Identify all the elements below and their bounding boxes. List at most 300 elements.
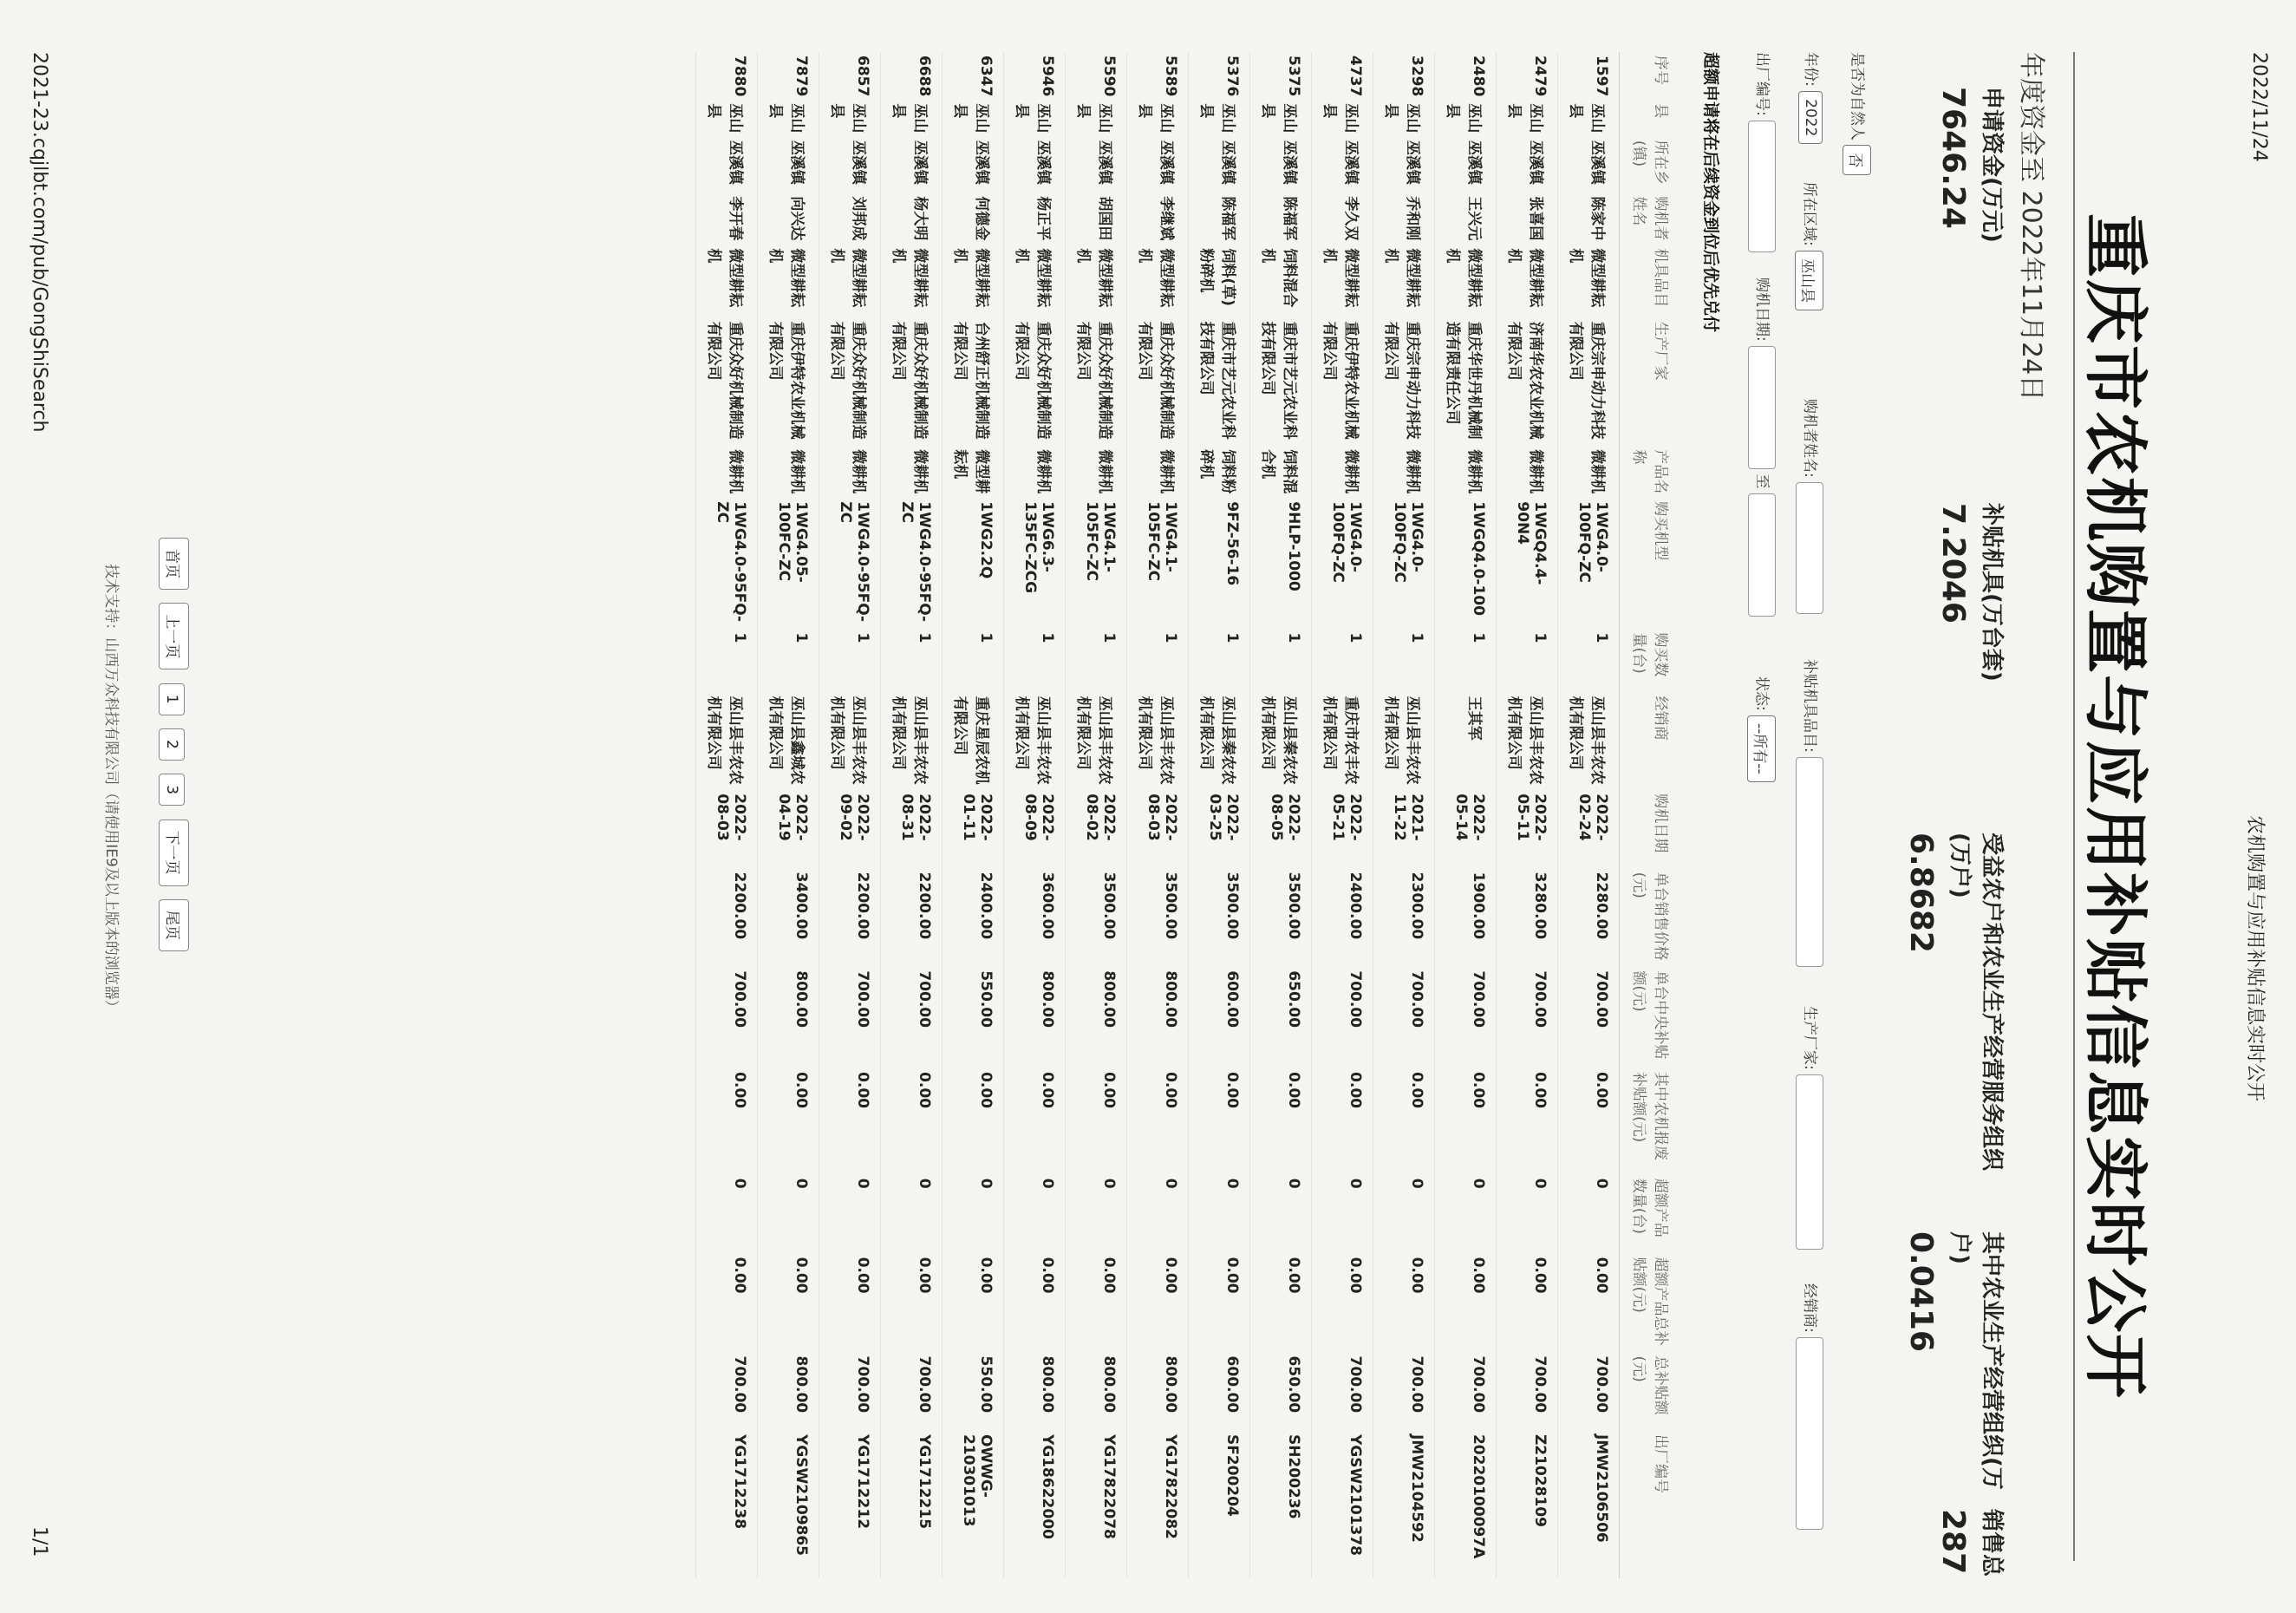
table-cell: 0.00 [1127, 1254, 1189, 1353]
table-cell: 0 [1435, 1175, 1497, 1254]
table-cell: 巫山县丰农农机有限公司 [1373, 693, 1435, 791]
table-cell: 1 [943, 629, 1004, 692]
area-label: 所在区域: [1800, 182, 1818, 246]
table-cell: 2400.00 [1312, 869, 1373, 968]
table-cell: 重庆众好机械制造有限公司 [696, 318, 758, 447]
table-cell: 700.00 [696, 967, 758, 1068]
table-cell: 2022-04-19 [758, 790, 819, 868]
table-cell: 0.00 [881, 1254, 943, 1353]
year-funds-line: 年度资金至 2022年11月24日 [2016, 52, 2046, 402]
table-cell: 巫溪镇 [881, 137, 943, 193]
table-cell: 微型耕耘机 [696, 245, 758, 317]
table-cell: 李久双 [1312, 193, 1373, 245]
table-cell: 3280.00 [1497, 869, 1558, 968]
table-cell: 650.00 [1250, 1353, 1312, 1431]
stat-sales [1935, 1509, 2010, 1578]
table-cell: YG1712215 [881, 1431, 943, 1578]
table-cell: 饲料粉碎机 [1189, 446, 1250, 498]
area-select[interactable]: 巫山县 [1795, 251, 1823, 310]
table-cell: 巫溪镇 [943, 137, 1004, 193]
table-cell: 巫山县丰农农机有限公司 [1004, 693, 1066, 791]
table-cell: 重庆众好机械制造有限公司 [1127, 318, 1189, 447]
table-cell: 700.00 [819, 1353, 881, 1431]
table-cell: 5946 [1004, 52, 1066, 100]
table-cell: 巫山县 [1127, 100, 1189, 137]
stat-value: 287 [1935, 1509, 1971, 1575]
col-header: 出厂编号 [1620, 1431, 1680, 1578]
table-cell: YG17822082 [1127, 1431, 1189, 1578]
table-cell: 微耕机 [1558, 446, 1620, 498]
col-header: 生产厂家 [1620, 318, 1680, 447]
table-cell: 张喜国 [1497, 193, 1558, 245]
table-cell: 0.00 [1373, 1068, 1435, 1175]
table-cell: 重庆众好机械制造有限公司 [881, 318, 943, 447]
table-cell: 重庆众好机械制造有限公司 [1066, 318, 1127, 447]
table-cell: 巫溪镇 [819, 137, 881, 193]
table-cell: 6688 [881, 52, 943, 100]
table-row [1250, 52, 1312, 1578]
table-cell: 杨正平 [1004, 193, 1066, 245]
table-cell: 巫山县 [1250, 100, 1312, 137]
next-page-button[interactable]: 下一页 [159, 820, 189, 886]
table-cell: 2022-08-05 [1250, 790, 1312, 868]
table-cell: 重庆众好机械制造有限公司 [1004, 318, 1066, 447]
col-header: 序号 [1620, 52, 1680, 100]
table-cell: 6857 [819, 52, 881, 100]
table-cell: 800.00 [758, 967, 819, 1068]
table-cell: 重庆宗申动力科技有限公司 [1558, 318, 1620, 447]
table-cell: 微型耕耘机 [758, 245, 819, 317]
stat-label: 受益农户和农业生产经营服务组织(万户) [1947, 833, 2005, 1172]
table-cell: 巫溪镇 [1004, 137, 1066, 193]
stat-label: 补贴机具(万台套) [1979, 503, 2005, 682]
filter-row-1 [1789, 52, 1823, 1578]
table-cell: 0 [1127, 1175, 1189, 1254]
table-cell: 0 [819, 1175, 881, 1254]
factory-no-label: 出厂编号: [1753, 52, 1771, 116]
col-header: 单台中央补贴额(元) [1620, 967, 1680, 1068]
col-header: 购机者姓名 [1620, 193, 1680, 245]
table-cell: 刘邦成 [819, 193, 881, 245]
table-cell: 800.00 [758, 1353, 819, 1431]
table-cell: 700.00 [1373, 1353, 1435, 1431]
table-cell: 微型耕耘机 [1312, 245, 1373, 317]
table-cell: 巫山县 [1558, 100, 1620, 137]
table-cell: JMW2106506 [1558, 1431, 1620, 1578]
table-cell: 550.00 [943, 967, 1004, 1068]
table-cell: 0 [1189, 1175, 1250, 1254]
table-cell: 9HLP-1000 [1250, 498, 1312, 629]
table-cell: 微型耕耘机 [1558, 245, 1620, 317]
table-cell: 李继斌 [1127, 193, 1189, 245]
buy-date-label: 购机日期: [1753, 278, 1771, 342]
table-cell: 0.00 [1312, 1068, 1373, 1175]
table-cell: 700.00 [1312, 1353, 1373, 1431]
table-cell: 胡国田 [1066, 193, 1127, 245]
table-cell: 微型耕耘机 [881, 245, 943, 317]
tech-support-footer: 技术支持：山西万众科技有限公司（请使用IE9及以上版本的浏览器） [102, 564, 120, 1015]
search-filters [1698, 52, 1871, 1578]
table-cell: 微型耕耘机 [1004, 245, 1066, 317]
table-cell: 0.00 [696, 1068, 758, 1175]
table-cell: 2022-08-03 [1127, 790, 1189, 868]
table-cell: 1WG4.0-100FQ-ZC [1312, 498, 1373, 629]
table-cell: 600.00 [1189, 1353, 1250, 1431]
col-header: 所在乡(镇) [1620, 137, 1680, 193]
table-cell: 重庆华世丹机械制造有限责任公司 [1435, 318, 1497, 447]
table-cell: 陈福军 [1189, 193, 1250, 245]
table-cell: 0.00 [819, 1068, 881, 1175]
table-row [1066, 52, 1127, 1578]
table-cell: 1 [1373, 629, 1435, 692]
table-cell: 2022-08-02 [1066, 790, 1127, 868]
table-cell: 0 [758, 1175, 819, 1254]
table-cell: 0.00 [1004, 1068, 1066, 1175]
table-cell: 7880 [696, 52, 758, 100]
table-cell: 0.00 [881, 1068, 943, 1175]
year-select[interactable]: 2022 [1798, 91, 1823, 144]
col-header: 购买机型 [1620, 498, 1680, 629]
table-cell: 0.00 [819, 1254, 881, 1353]
table-cell: 微耕机 [1435, 446, 1497, 498]
natural-person-select[interactable]: 否 [1843, 145, 1871, 175]
table-cell: 巫山县 [1066, 100, 1127, 137]
table-cell: 巫溪镇 [1435, 137, 1497, 193]
year-label: 年份: [1802, 52, 1819, 87]
table-cell: 巫山县 [881, 100, 943, 137]
stat-organizations [1903, 1231, 2010, 1492]
table-cell: 550.00 [943, 1353, 1004, 1431]
print-page-number: 1/1 [29, 1526, 50, 1557]
buyer-input[interactable] [1796, 482, 1823, 614]
table-cell: 20220100097A [1435, 1431, 1497, 1578]
table-cell: 微耕机 [1127, 446, 1189, 498]
table-cell: 巫山县 [1312, 100, 1373, 137]
table-cell: 巫山县 [1373, 100, 1435, 137]
table-cell: 1 [1189, 629, 1250, 692]
table-cell: 5590 [1066, 52, 1127, 100]
stat-label: 其中农业生产经营组织(万户) [1947, 1231, 2005, 1490]
table-cell: YG1712238 [696, 1431, 758, 1578]
table-cell: 重庆伊特农业机械有限公司 [758, 318, 819, 447]
table-cell: 微耕机 [819, 446, 881, 498]
table-cell: 巫山县 [696, 100, 758, 137]
table-cell: 1 [1127, 629, 1189, 692]
overdraft-note: 超额申请将在后续资金到位后优先兑付 [1701, 52, 1720, 333]
table-cell: 800.00 [1066, 967, 1127, 1068]
table-row [1497, 52, 1558, 1578]
pagination [159, 538, 189, 960]
table-cell: 2022-05-14 [1435, 790, 1497, 868]
table-cell: 800.00 [1066, 1353, 1127, 1431]
table-cell: 微型耕耘机 [1373, 245, 1435, 317]
stat-value: 7.2046 [1935, 503, 1971, 624]
table-cell: 700.00 [696, 1353, 758, 1431]
table-row [758, 52, 819, 1578]
table-row [881, 52, 943, 1578]
table-cell: 巫山县丰农农机有限公司 [881, 693, 943, 791]
subsidy-table [696, 52, 1681, 1578]
table-cell: 微耕机 [881, 446, 943, 498]
stat-label: 销售总 [1979, 1509, 2005, 1577]
table-cell: 微耕机 [1497, 446, 1558, 498]
table-cell: 巫山县 [943, 100, 1004, 137]
table-cell: 2480 [1435, 52, 1497, 100]
table-row [1189, 52, 1250, 1578]
table-cell: 0.00 [1497, 1254, 1558, 1353]
table-cell: 巫山县丰农农机有限公司 [1066, 693, 1127, 791]
table-cell: 巫山县秦农农机有限公司 [1189, 693, 1250, 791]
table-body [696, 52, 1620, 1578]
table-cell: 1 [1004, 629, 1066, 692]
page-title: 重庆市农机购置与应用补贴信息实时公开 [2077, 213, 2152, 1400]
table-cell: 1WG4.0-95FQ-ZC [881, 498, 943, 629]
table-cell: 3500.00 [1189, 869, 1250, 968]
table-cell: Z21028109 [1497, 1431, 1558, 1578]
table-cell: 巫山县 [819, 100, 881, 137]
first-page-button[interactable]: 首页 [159, 538, 189, 590]
table-cell: 5376 [1189, 52, 1250, 100]
table-cell: 800.00 [1004, 1353, 1066, 1431]
status-label: 状态: [1752, 676, 1771, 711]
buy-date-from-input[interactable] [1748, 346, 1776, 469]
table-cell: SF200204 [1189, 1431, 1250, 1578]
table-row [819, 52, 881, 1578]
table-cell: 5589 [1127, 52, 1189, 100]
table-cell: 3500.00 [1066, 869, 1127, 968]
table-cell: 1 [758, 629, 819, 692]
table-cell: 乔和刚 [1373, 193, 1435, 245]
table-cell: 饲料混合机 [1250, 446, 1312, 498]
buy-date-to-input[interactable] [1748, 493, 1776, 617]
table-cell: 1WG4.1-105FC-ZC [1127, 498, 1189, 629]
table-cell: 饲料(草)粉碎机 [1189, 245, 1250, 317]
table-cell: 3500.00 [1250, 869, 1312, 968]
table-row [1373, 52, 1435, 1578]
col-header: 单台销售价格(元) [1620, 869, 1680, 968]
table-cell: 微型耕耘机 [1127, 245, 1189, 317]
table-cell: 微型耕耘机 [819, 245, 881, 317]
table-cell: 800.00 [1004, 967, 1066, 1068]
table-cell: 巫山县丰农农机有限公司 [1127, 693, 1189, 791]
table-cell: 0.00 [1435, 1068, 1497, 1175]
table-cell: 0 [1373, 1175, 1435, 1254]
table-cell: 巫山县 [1189, 100, 1250, 137]
table-cell: 0.00 [1066, 1068, 1127, 1175]
table-cell: 巫溪镇 [1189, 137, 1250, 193]
table-cell: 巫溪镇 [758, 137, 819, 193]
table-cell: 陈家中 [1558, 193, 1620, 245]
col-header: 其中农机报废补贴额(元) [1620, 1068, 1680, 1175]
table-cell: 2280.00 [1558, 869, 1620, 968]
table-cell: 巫溪镇 [1127, 137, 1189, 193]
table-cell: 巫山县 [1004, 100, 1066, 137]
table-cell: 0.00 [1558, 1254, 1620, 1353]
table-cell: 2022-08-09 [1004, 790, 1066, 868]
table-cell: 800.00 [1127, 1353, 1189, 1431]
table-row [1312, 52, 1373, 1578]
table-cell: 巫溪镇 [1373, 137, 1435, 193]
natural-person-label: 是否为自然人 [1848, 52, 1866, 140]
table-cell: 微耕机 [696, 446, 758, 498]
table-cell: 重庆市艺元农业科技有限公司 [1189, 318, 1250, 447]
table-cell: 700.00 [1435, 1353, 1497, 1431]
table-cell: 重庆伊特农业机械有限公司 [1312, 318, 1373, 447]
table-cell: 巫山县 [1435, 100, 1497, 137]
table-cell: 1WG6.3-135FC-ZCG [1004, 498, 1066, 629]
table-cell: 700.00 [1435, 967, 1497, 1068]
page-1-button[interactable]: 1 [159, 683, 185, 715]
table-cell: 0 [696, 1175, 758, 1254]
table-cell: 2022-02-24 [1558, 790, 1620, 868]
table-cell: 0.00 [1189, 1254, 1250, 1353]
col-header: 总补贴额(元) [1620, 1353, 1680, 1431]
producer-label: 生产厂家: [1801, 1006, 1818, 1070]
table-cell: 3600.00 [1004, 869, 1066, 968]
table-cell: 0.00 [1558, 1068, 1620, 1175]
table-cell: 巫山县丰农农机有限公司 [1558, 693, 1620, 791]
table-cell: 微耕机 [1066, 446, 1127, 498]
print-date: 2022/11/24 [2248, 52, 2270, 162]
table-cell: 巫山县 [758, 100, 819, 137]
table-cell: 1WG4.1-105FC-ZC [1066, 498, 1127, 629]
stat-value: 7646.24 [1935, 87, 1971, 229]
table-cell: 微耕机 [1312, 446, 1373, 498]
date-to-label: 至 [1753, 473, 1771, 489]
table-cell: 2022-08-03 [696, 790, 758, 868]
dealer-input[interactable] [1796, 1337, 1823, 1530]
table-cell: OWWG-210301013 [943, 1431, 1004, 1578]
table-row [1004, 52, 1066, 1578]
table-cell: 2021-11-22 [1373, 790, 1435, 868]
table-cell: 2200.00 [881, 869, 943, 968]
table-cell: 重庆众好机械制造有限公司 [819, 318, 881, 447]
table-cell: 微型耕耘机 [943, 446, 1004, 498]
table-cell: 何德金 [943, 193, 1004, 245]
table-cell: 1 [1435, 629, 1497, 692]
table-cell: 微型耕耘机 [1435, 245, 1497, 317]
table-cell: 700.00 [1497, 967, 1558, 1068]
table-cell: 700.00 [881, 1353, 943, 1431]
table-cell: 向兴达 [758, 193, 819, 245]
table-cell: 700.00 [881, 967, 943, 1068]
table-cell: 1 [1497, 629, 1558, 692]
table-cell: 0.00 [943, 1254, 1004, 1353]
table-cell: YG17822078 [1066, 1431, 1127, 1578]
filter-row-top [1836, 52, 1871, 175]
table-cell: 0.00 [1189, 1068, 1250, 1175]
table-cell: 2022-09-02 [819, 790, 881, 868]
table-cell: 2200.00 [819, 869, 881, 968]
table-cell: 0 [1497, 1175, 1558, 1254]
table-cell: 1 [696, 629, 758, 692]
table-cell: 济南华农农业机械有限公司 [1497, 318, 1558, 447]
prev-page-button[interactable]: 上一页 [159, 603, 189, 669]
table-row [1127, 52, 1189, 1578]
table-row [943, 52, 1004, 1578]
table-cell: 重庆星辰农机有限公司 [943, 693, 1004, 791]
table-cell: 6347 [943, 52, 1004, 100]
table-cell: 巫溪镇 [1497, 137, 1558, 193]
stats-panel [1888, 87, 2010, 1578]
table-cell: 杨大明 [881, 193, 943, 245]
table-cell: 3298 [1373, 52, 1435, 100]
table-cell: 0.00 [1497, 1068, 1558, 1175]
table-cell: 2022-03-25 [1189, 790, 1250, 868]
table-cell: 0 [943, 1175, 1004, 1254]
table-cell: 0.00 [1435, 1254, 1497, 1353]
table-row [1558, 52, 1620, 1578]
table-cell: 0 [1250, 1175, 1312, 1254]
table-cell: 5375 [1250, 52, 1312, 100]
page-2-button[interactable]: 2 [159, 728, 185, 761]
stat-beneficiaries [1903, 833, 2010, 1179]
table-cell: 0.00 [1250, 1254, 1312, 1353]
table-cell: 1 [1312, 629, 1373, 692]
print-url: 2021-23.cqjlbt.com/pub/GongShiSearch [29, 52, 50, 433]
table-cell: 0 [1066, 1175, 1127, 1254]
dealer-label: 经销商: [1801, 1283, 1818, 1333]
status-select[interactable]: --所有-- [1747, 715, 1776, 782]
table-cell: 0.00 [1066, 1254, 1127, 1353]
table-cell: 巫溪镇 [1066, 137, 1127, 193]
table-cell: 巫山县丰农农机有限公司 [696, 693, 758, 791]
table-cell: 3500.00 [1127, 869, 1189, 968]
factory-no-input[interactable] [1748, 121, 1776, 252]
table-cell: 微耕机 [1004, 446, 1066, 498]
last-page-button[interactable]: 尾页 [159, 899, 189, 951]
table-cell: 微型耕耘机 [943, 245, 1004, 317]
table-cell: 2022-05-11 [1497, 790, 1558, 868]
producer-input[interactable] [1796, 1074, 1823, 1250]
table-cell: YG18622000 [1004, 1431, 1066, 1578]
page-3-button[interactable]: 3 [159, 774, 185, 806]
col-header: 经销商 [1620, 693, 1680, 791]
table-cell: 650.00 [1250, 967, 1312, 1068]
table-cell: 0.00 [1250, 1068, 1312, 1175]
table-cell: 0 [881, 1175, 943, 1254]
table-cell: 巫溪镇 [1558, 137, 1620, 193]
stat-label: 申请资金(万元) [1979, 87, 2005, 243]
table-cell: 1 [1066, 629, 1127, 692]
table-cell: 巫溪镇 [1250, 137, 1312, 193]
stat-machines [1935, 503, 2010, 728]
table-cell: 2022-08-31 [881, 790, 943, 868]
table-cell: 1WG4.0-95FQ-ZC [696, 498, 758, 629]
table-cell: 0 [1004, 1175, 1066, 1254]
table-cell: 700.00 [1558, 1353, 1620, 1431]
table-cell: 700.00 [1558, 967, 1620, 1068]
table-cell: 1900.00 [1435, 869, 1497, 968]
machine-input[interactable] [1796, 757, 1823, 967]
table-cell: 0.00 [1312, 1254, 1373, 1353]
table-cell: 1WG4.0-95FQ-ZC [819, 498, 881, 629]
table-cell: 0.00 [758, 1068, 819, 1175]
table-cell: 1WG4.0-100FQ-ZC [1373, 498, 1435, 629]
table-cell: 重庆宗申动力科技有限公司 [1373, 318, 1435, 447]
stat-value: 6.8682 [1903, 833, 1939, 953]
table-cell: 0.00 [758, 1254, 819, 1353]
table-cell: YG1712212 [819, 1431, 881, 1578]
table-cell: 1597 [1558, 52, 1620, 100]
stat-value: 0.0416 [1903, 1231, 1939, 1352]
col-header: 机具品目 [1620, 245, 1680, 317]
table-cell: 重庆市艺元农业科技有限公司 [1250, 318, 1312, 447]
table-cell: JMW2104592 [1373, 1431, 1435, 1578]
col-header: 县 [1620, 100, 1680, 137]
table-cell: 2022-01-11 [943, 790, 1004, 868]
table-cell: 700.00 [819, 967, 881, 1068]
